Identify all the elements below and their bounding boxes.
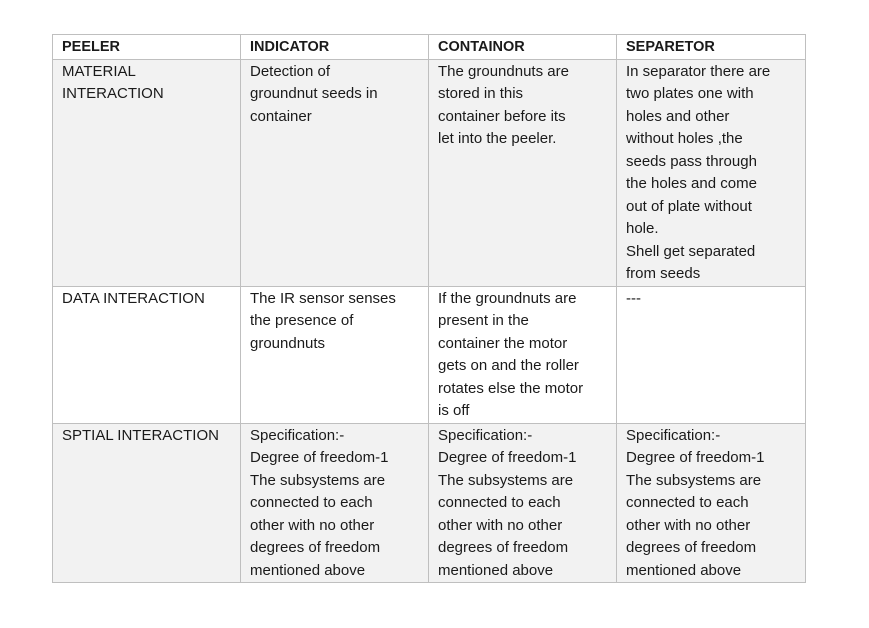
container-cell	[429, 59, 617, 286]
cell-text-line: connected to each	[250, 494, 373, 511]
container-cell	[429, 286, 617, 423]
cell-text-line: groundnuts	[250, 334, 326, 352]
cell-text-line: let into the peeler.	[438, 130, 557, 147]
cell-text-line: INTERACTION	[62, 85, 164, 102]
indicator-cell	[241, 286, 429, 423]
cell-text-line: present in the	[438, 312, 529, 329]
container-cell	[429, 423, 617, 583]
header-separator: SEPARETOR	[617, 35, 806, 60]
cell-text-line: container	[250, 107, 312, 125]
cell-text-line: from seeds	[626, 265, 701, 282]
cell-text-line: ---	[626, 289, 641, 307]
separator-cell	[617, 286, 806, 423]
cell-text-line: The subsystems are	[438, 471, 574, 489]
cell-text-line: degrees of freedom	[626, 539, 757, 556]
indicator-cell	[241, 423, 429, 583]
separator-cell	[617, 59, 806, 286]
cell-text-line: the holes and come	[626, 175, 757, 192]
cell-text-line: Degree of freedom-1	[438, 449, 577, 466]
cell-text-line: SPTIAL INTERACTION	[62, 426, 219, 444]
cell-text-line: container before its	[438, 107, 566, 125]
table-row	[53, 286, 806, 423]
cell-text-line: Detection of	[250, 62, 331, 80]
table-row	[53, 59, 806, 286]
cell-text-line: mentioned above	[438, 561, 554, 579]
cell-text-line: The subsystems are	[626, 471, 762, 489]
cell-text-line: is off	[438, 402, 470, 419]
cell-text-line: hole.	[626, 220, 659, 237]
cell-text-line: Shell get separated	[626, 242, 756, 260]
cell-text-line: If the groundnuts are	[438, 289, 577, 307]
header-row	[53, 35, 806, 60]
cell-text-line: Degree of freedom-1	[626, 449, 765, 466]
row-label-cell	[53, 59, 241, 286]
header-indicator: INDICATOR	[241, 35, 429, 60]
cell-text-line: Specification:-	[250, 426, 345, 444]
cell-text-line: The groundnuts are	[438, 62, 569, 80]
cell-text-line: rotates else the motor	[438, 379, 584, 397]
cell-text-line: Specification:-	[626, 426, 721, 444]
cell-text-line: Specification:-	[438, 426, 533, 444]
cell-text-line: The IR sensor senses	[250, 289, 396, 307]
header-peeler: PEELER	[53, 35, 241, 60]
cell-text-line: mentioned above	[626, 561, 742, 579]
cell-text-line: holes and other	[626, 107, 730, 125]
cell-text-line: out of plate without	[626, 197, 752, 215]
cell-text-line: MATERIAL	[62, 62, 136, 80]
cell-text-line: degrees of freedom	[250, 539, 381, 556]
interaction-matrix-table	[52, 34, 806, 583]
cell-text-line: the presence of	[250, 312, 354, 329]
cell-text-line: container the motor	[438, 334, 568, 352]
cell-text-line: The subsystems are	[250, 471, 386, 489]
cell-text-line: connected to each	[626, 494, 749, 511]
header-container: CONTAINOR	[429, 35, 617, 60]
cell-text-line: other with no other	[250, 516, 375, 534]
indicator-cell	[241, 59, 429, 286]
cell-text-line: without holes ,the	[626, 130, 743, 147]
cell-text-line: stored in this	[438, 85, 524, 102]
cell-text-line: DATA INTERACTION	[62, 289, 205, 307]
row-label-cell	[53, 286, 241, 423]
cell-text-line: In separator there are	[626, 62, 771, 80]
cell-text-line: mentioned above	[250, 561, 366, 579]
cell-text-line: other with no other	[438, 516, 563, 534]
cell-text-line: groundnut seeds in	[250, 85, 378, 102]
row-label-cell	[53, 423, 241, 583]
cell-text-line: gets on and the roller	[438, 357, 579, 374]
cell-text-line: other with no other	[626, 516, 751, 534]
cell-text-line: connected to each	[438, 494, 561, 511]
cell-text-line: Degree of freedom-1	[250, 449, 389, 466]
table-row	[53, 423, 806, 583]
separator-cell	[617, 423, 806, 583]
cell-text-line: seeds pass through	[626, 152, 757, 170]
cell-text-line: degrees of freedom	[438, 539, 569, 556]
cell-text-line: two plates one with	[626, 85, 754, 102]
